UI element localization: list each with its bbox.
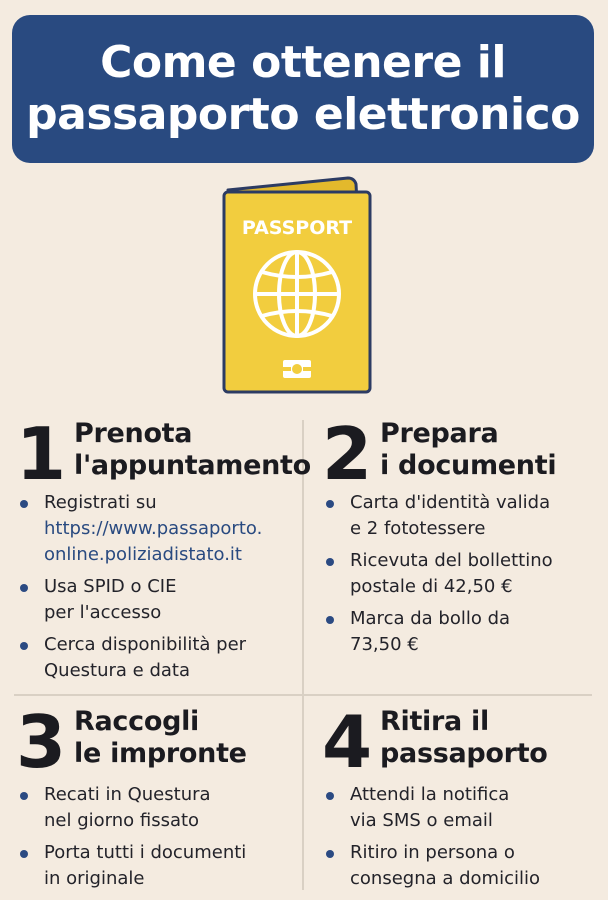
step-bullet-list <box>16 782 246 898</box>
list-item <box>322 548 553 600</box>
step-title-line-1: Raccogli <box>74 706 200 737</box>
step-bullet-list <box>322 490 553 664</box>
globe-icon <box>255 252 339 336</box>
step-title-line-2: i documenti <box>380 450 557 481</box>
bullet-dot-icon <box>20 584 28 592</box>
bullet-text: Questura e data <box>44 660 190 681</box>
step-bullet-list <box>322 782 540 898</box>
bullet-text: Usa SPID o CIE <box>44 576 177 597</box>
step-1 <box>16 412 311 698</box>
bullet-dot-icon <box>20 850 28 858</box>
list-item <box>16 782 246 834</box>
bullet-text: Marca da bollo da <box>350 608 511 629</box>
website-link-continued[interactable]: online.poliziadistato.it <box>44 544 242 565</box>
step-3 <box>16 700 306 896</box>
bullet-dot-icon <box>326 558 334 566</box>
step-number: 2 <box>322 412 371 496</box>
bullet-text: e 2 fototessere <box>350 518 486 539</box>
website-link[interactable]: https://www.passaporto. <box>44 518 263 539</box>
step-title-line-1: Prenota <box>74 418 193 449</box>
bullet-text: via SMS o email <box>350 810 493 831</box>
list-item <box>322 490 553 542</box>
bullet-text: Porta tutti i documenti <box>44 842 247 863</box>
step-title <box>380 706 548 770</box>
bullet-text: postale di 42,50 € <box>350 576 513 597</box>
bullet-dot-icon <box>326 850 334 858</box>
list-item <box>16 840 246 892</box>
bullet-text: per l'accesso <box>44 602 162 623</box>
list-item <box>16 490 262 568</box>
step-number: 1 <box>16 412 65 496</box>
bullet-dot-icon <box>20 792 28 800</box>
step-title-line-2: l'appuntamento <box>74 450 311 481</box>
bullet-text: Ricevuta del bollettino <box>350 550 553 571</box>
bullet-text: Cerca disponibilità per <box>44 634 247 655</box>
list-item <box>322 840 540 892</box>
step-title-line-1: Prepara <box>380 418 499 449</box>
bullet-text: in originale <box>44 868 145 889</box>
step-title <box>74 418 311 482</box>
bullet-dot-icon <box>326 500 334 508</box>
page-title-line-2: passaporto elettronico <box>26 89 580 140</box>
step-2 <box>322 412 608 698</box>
bullet-text: Registrati su <box>44 492 157 513</box>
bullet-dot-icon <box>326 616 334 624</box>
page-title-line-1: Come ottenere il <box>100 37 506 88</box>
step-bullet-list <box>16 490 262 690</box>
page-header <box>12 15 594 163</box>
passport-label: PASSPORT <box>241 217 353 239</box>
bullet-text: Carta d'identità valida <box>350 492 551 513</box>
list-item <box>16 632 262 684</box>
list-item <box>322 606 553 658</box>
step-title <box>74 706 247 770</box>
bullet-text: Ritiro in persona o <box>350 842 515 863</box>
bullet-dot-icon <box>20 500 28 508</box>
step-title-line-2: passaporto <box>380 738 548 769</box>
list-item <box>322 782 540 834</box>
chip-icon <box>283 360 311 378</box>
step-title <box>380 418 556 482</box>
bullet-text: Attendi la notifica <box>350 784 510 805</box>
step-4 <box>322 700 608 896</box>
bullet-dot-icon <box>20 642 28 650</box>
passport-icon <box>220 176 380 396</box>
bullet-text: consegna a domicilio <box>350 868 540 889</box>
step-number: 4 <box>322 700 371 784</box>
list-item <box>16 574 262 626</box>
bullet-text: nel giorno fissato <box>44 810 200 831</box>
bullet-dot-icon <box>326 792 334 800</box>
bullet-text: Recati in Questura <box>44 784 211 805</box>
step-title-line-1: Ritira il <box>380 706 489 737</box>
step-number: 3 <box>16 700 65 784</box>
step-title-line-2: le impronte <box>74 738 247 769</box>
bullet-text: 73,50 € <box>350 634 419 655</box>
